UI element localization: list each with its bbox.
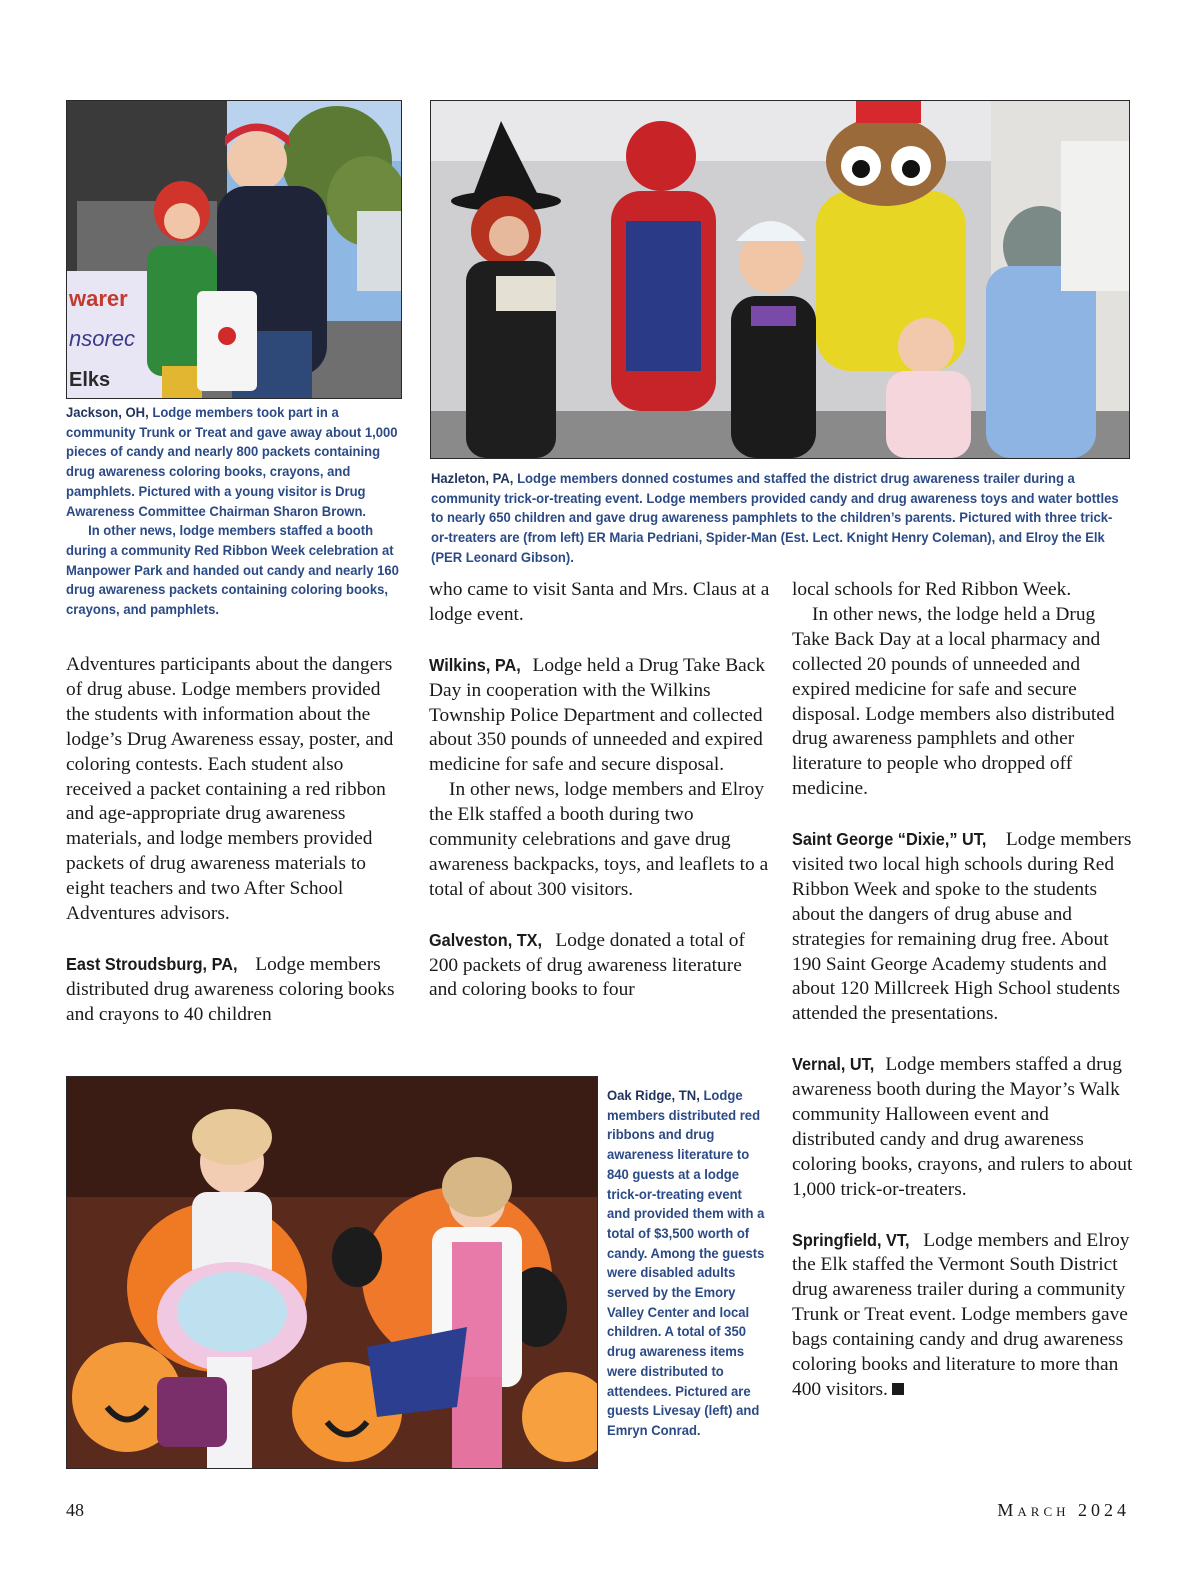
col3-st-george xyxy=(792,827,1134,1027)
column-2 xyxy=(429,578,771,1003)
col1-para-1: Adventures participants about the dangers of drug abuse. Lodge members provided the students with information about the lodge’s Drug Awareness essay, poster, and coloring contests. Each student also received a packet containing a red ribbon and age-appropriate drug awareness materials, and lodge members provided packets of drug awareness materials to eight teachers and two After School Adventures advisors. xyxy=(66,654,394,925)
col2-galveston-head: Galveston, TX, xyxy=(429,929,543,950)
caption-hazleton-text: Lodge members donned costumes and staffed the district drug awareness trailer during a community trick-or-treating event. Lodge members provided candy and drug awareness toys and water bottles to nearly 650 children and gave drug awareness pamphlets to the children’s parents. Pictured with three trick-or-treaters are (from left) ER Maria Pedriani, Spider-Man (Est. Lect. Knight Henry Coleman), and Elroy the Elk (PER Leonard Gibson). xyxy=(431,471,1119,566)
col3-para-1: local schools for Red Ribbon Week. xyxy=(792,579,1072,600)
caption-jackson-text2: In other news, lodge members staffed a booth during a community Red Ribbon Week celebration at Manpower Park and handed out candy and nearly 160 drug awareness packets containing coloring books, crayons, and pamphlets. xyxy=(66,523,399,619)
col2-wilkins-text2: In other news, lodge members and Elroy the Elk staffed a booth during two community celebrations and gave drug awareness backpacks, toys, and leaflets to a total of about 300 visitors. xyxy=(429,779,769,900)
col3-st-george-head: Saint George “Dixie,” UT, xyxy=(792,829,987,850)
col3-springfield-head: Springfield, VT, xyxy=(792,1229,910,1250)
caption-jackson-location: Jackson, OH, xyxy=(66,405,149,421)
col3-springfield xyxy=(792,1228,1134,1403)
caption-jackson-text: Lodge members took part in a community Trunk or Treat and gave away about 1,000 pieces of candy and nearly 800 packets containing drug awareness coloring books, crayons, and pamphlets. Pictured with a young visitor is Drug Awareness Committee Chairman Sharon Brown. xyxy=(66,405,398,520)
caption-jackson xyxy=(66,404,405,621)
caption-oak-ridge-para xyxy=(607,1087,765,1442)
banner-text-2: nsorec xyxy=(69,326,136,351)
column-1 xyxy=(66,653,408,1028)
banner-text-3: Elks xyxy=(69,369,111,391)
column-3 xyxy=(792,578,1134,1403)
photo-hazleton-image xyxy=(431,101,1129,458)
photo-hazleton xyxy=(430,100,1130,459)
caption-hazleton xyxy=(431,470,1123,569)
col3-vernal-head: Vernal, UT, xyxy=(792,1054,875,1075)
issue-date: March 2024 xyxy=(997,1500,1130,1520)
page-number: 48 xyxy=(66,1500,84,1520)
caption-oak-ridge xyxy=(607,1087,765,1442)
photo-oak-ridge xyxy=(66,1076,598,1469)
col2-wilkins-text: Lodge held a Drug Take Back Day in cooperation with the Wilkins Township Police Department and collected about 350 pounds of unneeded and expired medicine for safe and secure disposal. xyxy=(429,654,766,776)
end-mark-icon xyxy=(892,1383,904,1395)
photo-jackson xyxy=(66,100,402,399)
caption-oak-ridge-location: Oak Ridge, TN, xyxy=(607,1088,700,1104)
caption-hazleton-location: Hazleton, PA, xyxy=(431,471,514,487)
col3-vernal-text: Lodge members staffed a drug awareness booth during the Mayor’s Walk community Halloween event and distributed candy and drug awareness coloring books, crayons, and rulers to about 1,000 trick-or-treaters. xyxy=(792,1054,1133,1200)
photo-jackson-image xyxy=(67,101,401,398)
photo-oak-ridge-image xyxy=(67,1077,597,1468)
col2-wilkins-head: Wilkins, PA, xyxy=(429,654,521,675)
col3-springfield-text: Lodge members and Elroy the Elk staffed the Vermont South District drug awareness trailer during a community Trunk or Treat event. Lodge members gave bags containing candy and drug awareness coloring books and literature to more than 400 visitors. xyxy=(792,1229,1130,1400)
col2-galveston-text: Lodge donated a total of 200 packets of drug awareness literature and coloring books to four xyxy=(429,929,745,1001)
caption-jackson-para xyxy=(66,404,405,522)
col1-east-stroudsburg xyxy=(66,952,408,1028)
col2-para-1: who came to visit Santa and Mrs. Claus at a lodge event. xyxy=(429,579,770,625)
col3-vernal xyxy=(792,1052,1134,1202)
col1-east-stroudsburg-text: Lodge members distributed drug awareness coloring books and crayons to 40 children xyxy=(66,953,395,1025)
banner-text-1: warer xyxy=(69,286,128,311)
col2-galveston xyxy=(429,928,771,1004)
col1-east-stroudsburg-head: East Stroudsburg, PA, xyxy=(66,953,238,974)
col2-wilkins xyxy=(429,653,771,779)
col3-st-george-text: Lodge members visited two local high schools during Red Ribbon Week and spoke to the students about the dangers of drug abuse and strategies for remaining drug free. About 190 Saint George Academy students and about 120 Millcreek High School students attended the presentations. xyxy=(792,829,1132,1025)
col3-para-2: In other news, the lodge held a Drug Take Back Day at a local pharmacy and collected 20 pounds of unneeded and expired medicine for safe and secure disposal. Lodge members also distributed drug awareness pamphlets and other literature to people who dropped off medicine. xyxy=(792,603,1115,800)
caption-hazleton-para xyxy=(431,470,1123,569)
caption-oak-ridge-text: Lodge members distributed red ribbons and drug awareness literature to 840 guests at a lodge trick-or-treating event and provided them with a total of $3,500 worth of candy. Among the guests were disabled adults served by the Emory Valley Center and local children. A total of 350 drug awareness items were distributed to attendees. Pictured are guests Livesay (left) and Emryn Conrad. xyxy=(607,1088,765,1439)
